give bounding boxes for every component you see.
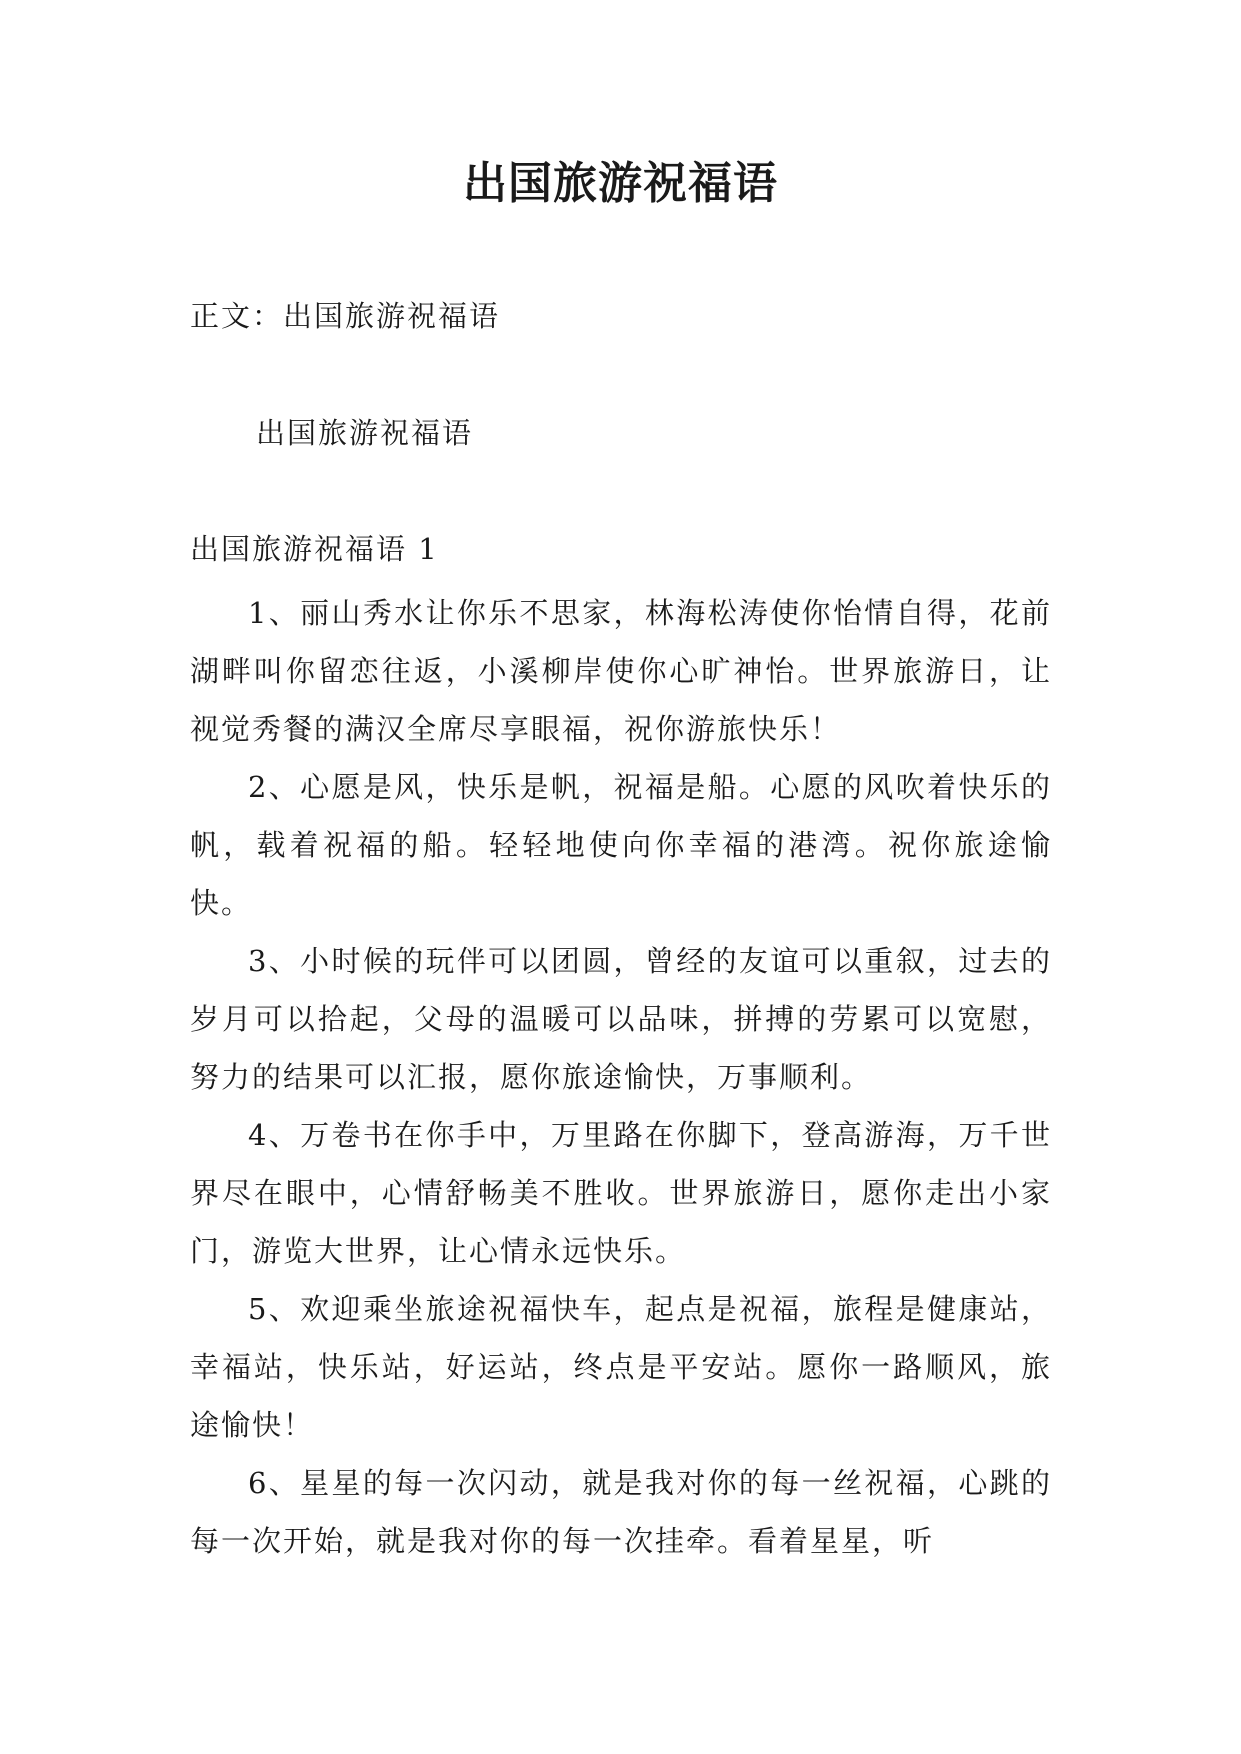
- paragraph-1: 1、丽山秀水让你乐不思家，林海松涛使你怡情自得，花前湖畔叫你留恋往返，小溪柳岸使你心旷神怡。世界旅游日，让视觉秀餐的满汉全席尽享眼福，祝你游旅快乐！: [190, 596, 1052, 746]
- paragraph-4: 4、万卷书在你手中，万里路在你脚下，登高游海，万千世界尽在眼中，心情舒畅美不胜收。世界旅游日，愿你走出小家门，游览大世界，让心情永远快乐。: [190, 1118, 1052, 1268]
- document-subtitle: 出国旅游祝福语: [256, 416, 474, 450]
- paragraph-5: 5、欢迎乘坐旅途祝福快车，起点是祝福，旅程是健康站，幸福站，快乐站，好运站，终点是平安站。愿你一路顺风，旅途愉快！: [190, 1292, 1052, 1442]
- section-1: [190, 526, 1052, 1570]
- section-heading: 出国旅游祝福语 1: [190, 532, 439, 566]
- paragraph-6: 6、星星的每一次闪动，就是我对你的每一丝祝福，心跳的每一次开始，就是我对你的每一次挂牵。看着星星，听: [190, 1466, 1052, 1558]
- body-label-line: 正文：出国旅游祝福语: [190, 299, 501, 333]
- document-title: 出国旅游祝福语: [463, 158, 778, 209]
- paragraph-2: 2、心愿是风，快乐是帆，祝福是船。心愿的风吹着快乐的帆，载着祝福的船。轻轻地使向你幸福的港湾。祝你旅途愉快。: [190, 770, 1052, 920]
- paragraph-3: 3、小时候的玩伴可以团圆，曾经的友谊可以重叙，过去的岁月可以拾起，父母的温暖可以品味，拼搏的劳累可以宽慰，努力的结果可以汇报，愿你旅途愉快，万事顺利。: [190, 944, 1052, 1094]
